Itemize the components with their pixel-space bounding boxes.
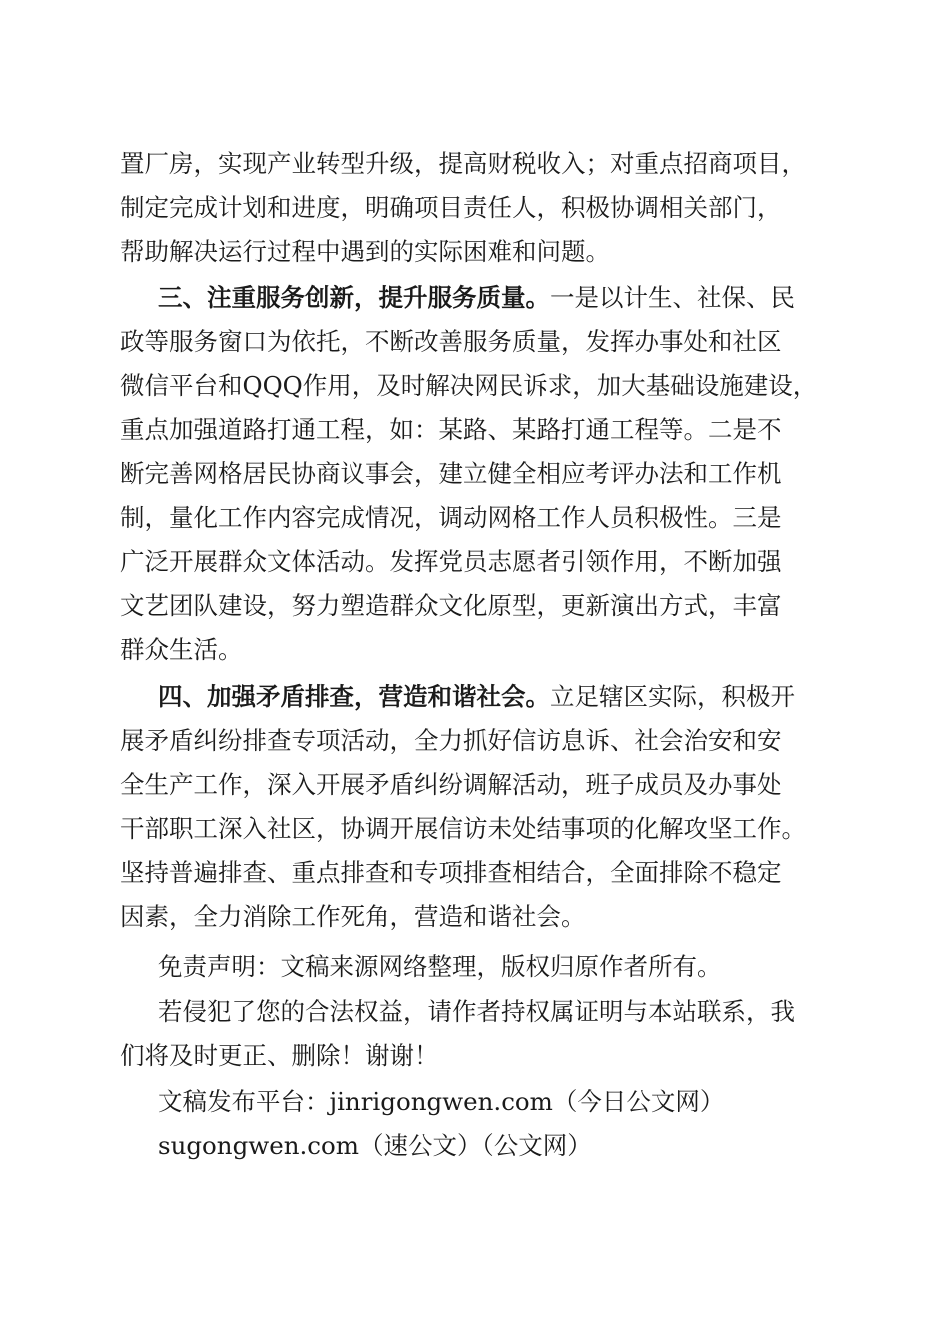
line-text: 政等服务窗口为依托，不断改善服务质量，发挥办事处和社区 — [120, 327, 782, 356]
line-text: 制定完成计划和进度，明确项目责任人，积极协调相关部门， — [120, 193, 782, 222]
line-text: 群众生活。 — [120, 635, 243, 664]
section-heading-line — [0, 675, 950, 719]
text-line — [0, 628, 950, 672]
text-line — [0, 320, 950, 364]
line-text: 制，量化工作内容完成情况，调动网格工作人员积极性。三是 — [120, 503, 782, 532]
text-line — [0, 719, 950, 763]
publish-platform-line — [0, 1124, 950, 1168]
line-text: 文稿发布平台：jinrigongwen.com（今日公文网） — [158, 1087, 725, 1116]
section-heading-3: 三、注重服务创新，提升服务质量。 — [158, 283, 550, 312]
line-text: 立足辖区实际，积极开 — [550, 682, 795, 711]
line-text: 们将及时更正、删除！谢谢！ — [120, 1041, 439, 1070]
text-line — [0, 408, 950, 452]
text-line — [0, 540, 950, 584]
line-text: 广泛开展群众文体活动。发挥党员志愿者引领作用，不断加强 — [120, 547, 782, 576]
text-line — [0, 496, 950, 540]
disclaimer-line — [0, 945, 950, 989]
section-heading-line — [0, 276, 950, 320]
publish-platform-line — [0, 1080, 950, 1124]
text-line — [0, 452, 950, 496]
line-text: 文艺团队建设，努力塑造群众文化原型，更新演出方式，丰富 — [120, 591, 782, 620]
line-text: sugongwen.com（速公文）（公文网） — [158, 1131, 592, 1160]
line-text: 若侵犯了您的合法权益，请作者持权属证明与本站联系，我 — [158, 997, 795, 1026]
text-line — [0, 807, 950, 851]
line-text: 帮助解决运行过程中遇到的实际困难和问题。 — [120, 237, 610, 266]
text-line — [0, 584, 950, 628]
text-line — [0, 230, 950, 274]
line-text: 全生产工作，深入开展矛盾纠纷调解活动，班子成员及办事处 — [120, 770, 782, 799]
text-line — [0, 851, 950, 895]
line-text: 干部职工深入社区，协调开展信访未处结事项的化解攻坚工作。 — [120, 814, 806, 843]
section-heading-4: 四、加强矛盾排查，营造和谐社会。 — [158, 682, 550, 711]
text-line — [0, 142, 950, 186]
text-line — [0, 186, 950, 230]
text-line — [0, 364, 950, 408]
line-text: 断完善网格居民协商议事会，建立健全相应考评办法和工作机 — [120, 459, 782, 488]
line-text: 微信平台和QQQ作用，及时解决网民诉求，加大基础设施建设， — [120, 371, 818, 400]
line-text: 重点加强道路打通工程，如：某路、某路打通工程等。二是不 — [120, 415, 782, 444]
line-text: 免责声明：文稿来源网络整理，版权归原作者所有。 — [158, 952, 722, 981]
text-line — [0, 895, 950, 939]
line-text: 坚持普遍排查、重点排查和专项排查相结合，全面排除不稳定 — [120, 858, 782, 887]
text-line — [0, 763, 950, 807]
line-text: 因素，全力消除工作死角，营造和谐社会。 — [120, 902, 586, 931]
line-text: 一是以计生、社保、民 — [550, 283, 795, 312]
disclaimer-line — [0, 990, 950, 1034]
disclaimer-line — [0, 1034, 950, 1078]
line-text: 置厂房，实现产业转型升级，提高财税收入；对重点招商项目， — [120, 149, 806, 178]
line-text: 展矛盾纠纷排查专项活动，全力抓好信访息诉、社会治安和安 — [120, 726, 782, 755]
